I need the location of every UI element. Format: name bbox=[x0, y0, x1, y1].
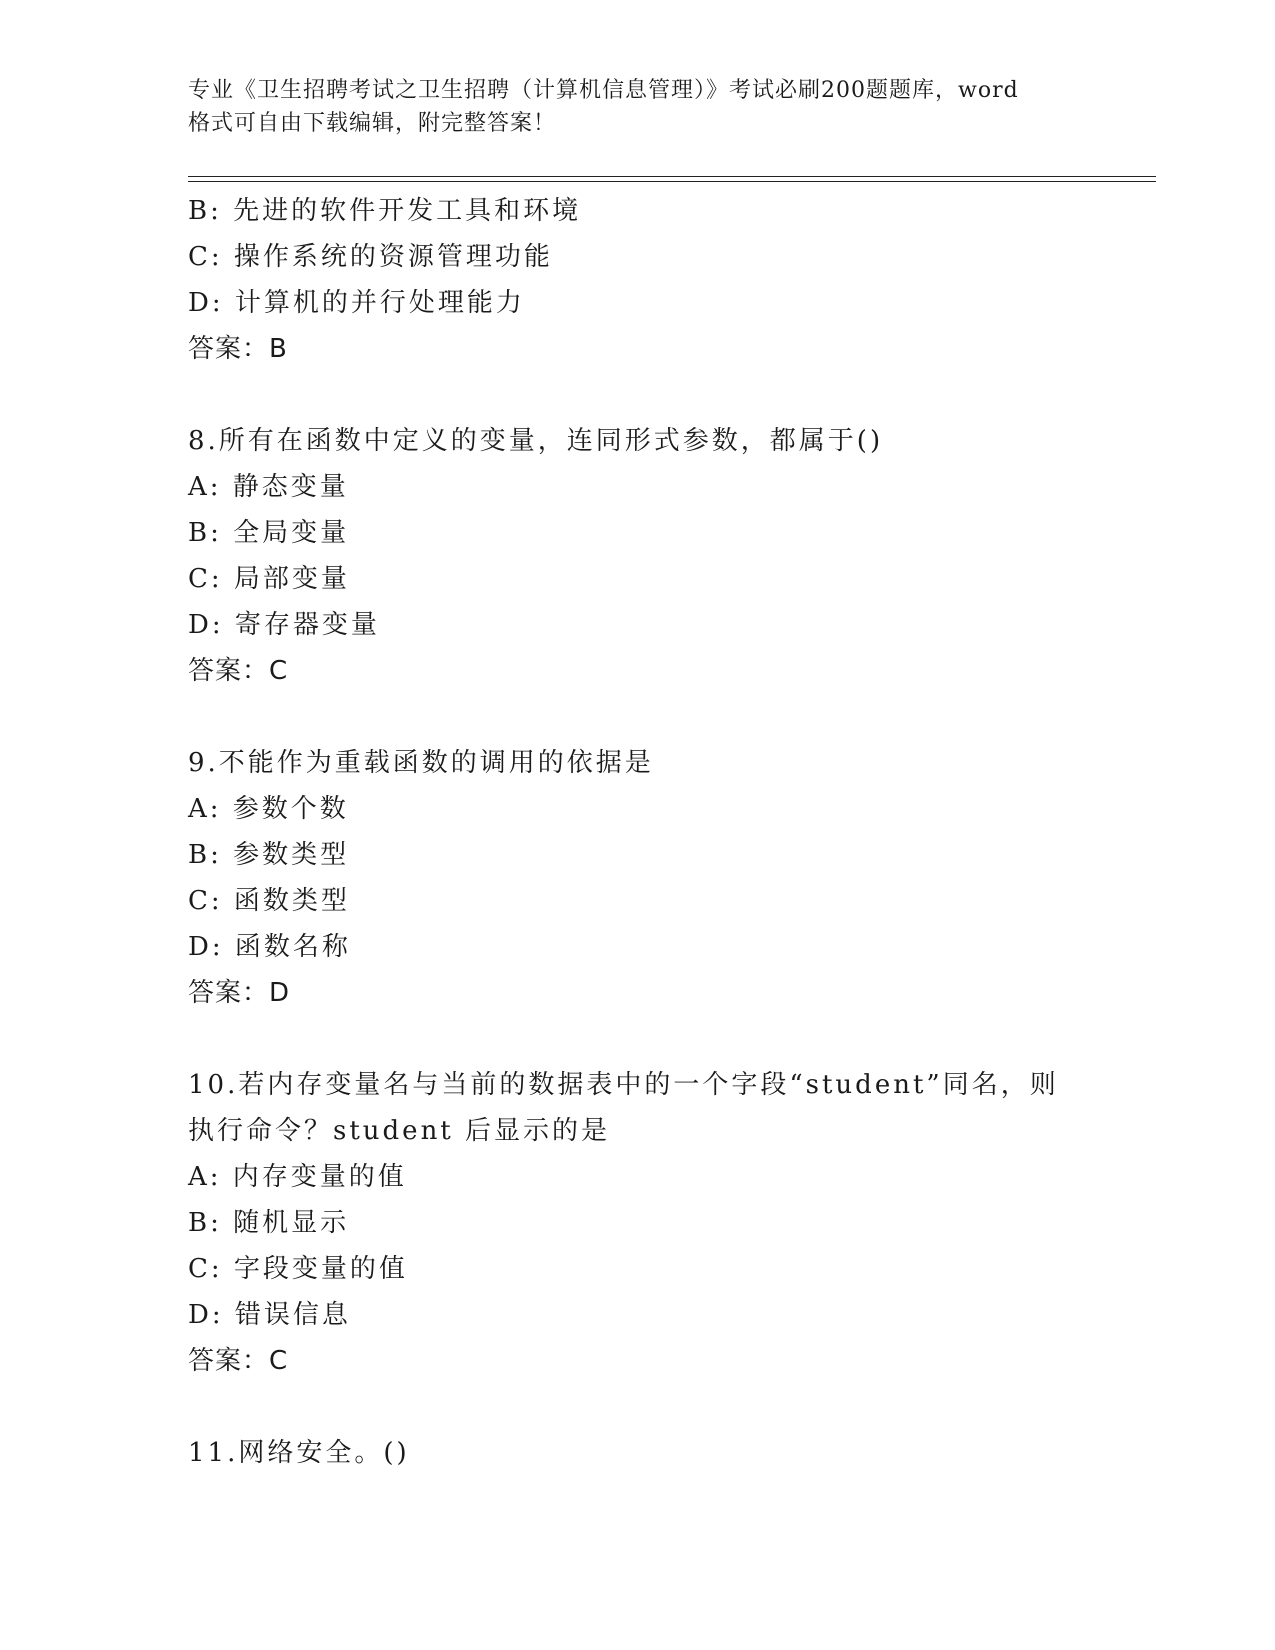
question-8 bbox=[188, 418, 1088, 694]
option-c: C: 字段变量的值 bbox=[188, 1254, 408, 1284]
answer-line: 答案：B bbox=[188, 334, 288, 364]
option-d: D: 计算机的并行处理能力 bbox=[188, 288, 525, 318]
question-text-line-1: 10.若内存变量名与当前的数据表中的一个字段“student”同名，则 bbox=[188, 1070, 1059, 1100]
header-title-line-1: 专业《卫生招聘考试之卫生招聘（计算机信息管理）》考试必刷200题题库，word bbox=[188, 78, 1019, 103]
answer-line: 答案：C bbox=[188, 1346, 289, 1376]
option-c: C: 操作系统的资源管理功能 bbox=[188, 242, 553, 272]
question-text-line-2: 执行命令？student 后显示的是 bbox=[188, 1116, 611, 1146]
question-list bbox=[188, 188, 1088, 1476]
answer-line: 答案：D bbox=[188, 978, 291, 1008]
option-b: B: 随机显示 bbox=[188, 1208, 350, 1238]
question-10 bbox=[188, 1062, 1088, 1384]
option-a: A: 内存变量的值 bbox=[188, 1162, 407, 1192]
question-text: 11.网络安全。() bbox=[188, 1438, 410, 1468]
option-b: B: 先进的软件开发工具和环境 bbox=[188, 196, 582, 226]
option-b: B: 全局变量 bbox=[188, 518, 350, 548]
option-d: D: 错误信息 bbox=[188, 1300, 351, 1330]
answer-line: 答案：C bbox=[188, 656, 289, 686]
option-d: D: 寄存器变量 bbox=[188, 610, 380, 640]
option-b: B: 参数类型 bbox=[188, 840, 350, 870]
question-7-continued bbox=[188, 188, 1088, 372]
option-c: C: 局部变量 bbox=[188, 564, 350, 594]
question-text: 8.所有在函数中定义的变量，连同形式参数，都属于() bbox=[188, 426, 884, 456]
header-title-line-2: 格式可自由下载编辑，附完整答案！ bbox=[188, 111, 557, 136]
question-text: 9.不能作为重载函数的调用的依据是 bbox=[188, 748, 654, 778]
spacer bbox=[188, 694, 1088, 740]
option-a: A: 静态变量 bbox=[188, 472, 349, 502]
spacer bbox=[188, 1016, 1088, 1062]
document-header bbox=[188, 74, 1088, 140]
question-11 bbox=[188, 1430, 1088, 1476]
option-d: D: 函数名称 bbox=[188, 932, 351, 962]
header-divider-top bbox=[188, 176, 1156, 177]
spacer bbox=[188, 1384, 1088, 1430]
question-9 bbox=[188, 740, 1088, 1016]
option-a: A: 参数个数 bbox=[188, 794, 349, 824]
spacer bbox=[188, 372, 1088, 418]
header-divider-bottom bbox=[188, 181, 1156, 182]
option-c: C: 函数类型 bbox=[188, 886, 350, 916]
